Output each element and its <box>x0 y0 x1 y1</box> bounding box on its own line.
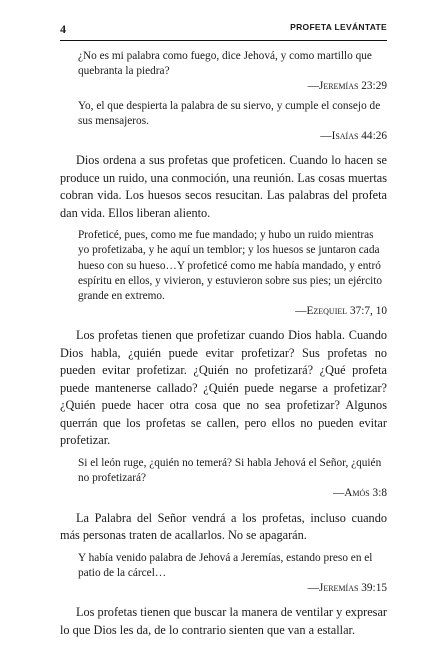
body-paragraph: Los profetas tienen que buscar la manera de ventilar y expresar lo que Dios les da, de lo contrario sienten que van a estallar. <box>60 605 387 637</box>
quote-text: Profeticé, pues, como me fue mandado; y hubo un ruido mientras yo profetizaba, y he aquí un temblor; y los huesos se juntaron cada hueso con su hueso…Y profeticé como me había mandado, y entró espíritu en ellos, y vivieron, y estuvieron sobre sus pies; un ejército grande en extremo. <box>78 229 383 303</box>
body-paragraph: Dios ordena a sus profetas que profeticen. Cuando lo hacen se produce un ruido, una conmoción, una reunión. Las cosas muertas cobran vida. Los huesos secos resucitan. Las palabras del profeta dan vida. Ellos liberan aliento. <box>60 153 387 220</box>
scripture-quote <box>60 551 387 581</box>
scripture-quote <box>60 456 387 486</box>
quote-text: Yo, el que despierta la palabra de su siervo, y cumple el consejo de sus mensajeros. <box>78 99 381 127</box>
quote-text: ¿No es mi palabra como fuego, dice Jehová, y como martillo que quebranta la piedra? <box>78 50 372 78</box>
scripture-citation: —Isaías 44:26 <box>320 130 387 143</box>
scripture-quote <box>60 99 387 129</box>
scripture-quote <box>60 228 387 304</box>
quote-text: Si el león ruge, ¿quién no temerá? Si habla Jehová el Señor, ¿quién no profetizará? <box>78 456 382 485</box>
scripture-citation: —Jeremías 23:29 <box>307 80 387 93</box>
scripture-quote <box>60 49 387 79</box>
body-paragraph: Los profetas tienen que profetizar cuando Dios habla. Cuando Dios habla, ¿quién puede evitar profetizar? Sus profetas no pueden evitar profetizar. ¿Quién no profetizará? ¿Qué profeta puede mantenerse callado? ¿Quién puede negarse a profetizar? ¿Quién puede hacer otra cosa que no sea profetizar? Algunos querrán que los profetas se callen, pero ellos no pueden evitar profetizar. <box>60 328 387 448</box>
page-number: 4 <box>60 22 66 36</box>
header-rule <box>60 40 387 41</box>
page-body <box>60 49 387 645</box>
scripture-citation: —Ezequiel 37:7, 10 <box>295 305 387 318</box>
scripture-citation: —Jeremías 39:15 <box>307 581 387 594</box>
quote-text: Y había venido palabra de Jehová a Jeremías, estando preso en el patio de la cárcel… <box>78 551 373 579</box>
scripture-citation: —Amós 3:8 <box>332 487 387 500</box>
page-header <box>0 0 427 44</box>
body-paragraph: La Palabra del Señor vendrá a los profetas, incluso cuando más personas traten de acallarlos. No se apagarán. <box>60 510 387 543</box>
running-title: PROFETA LEVÁNTATE <box>290 22 387 32</box>
